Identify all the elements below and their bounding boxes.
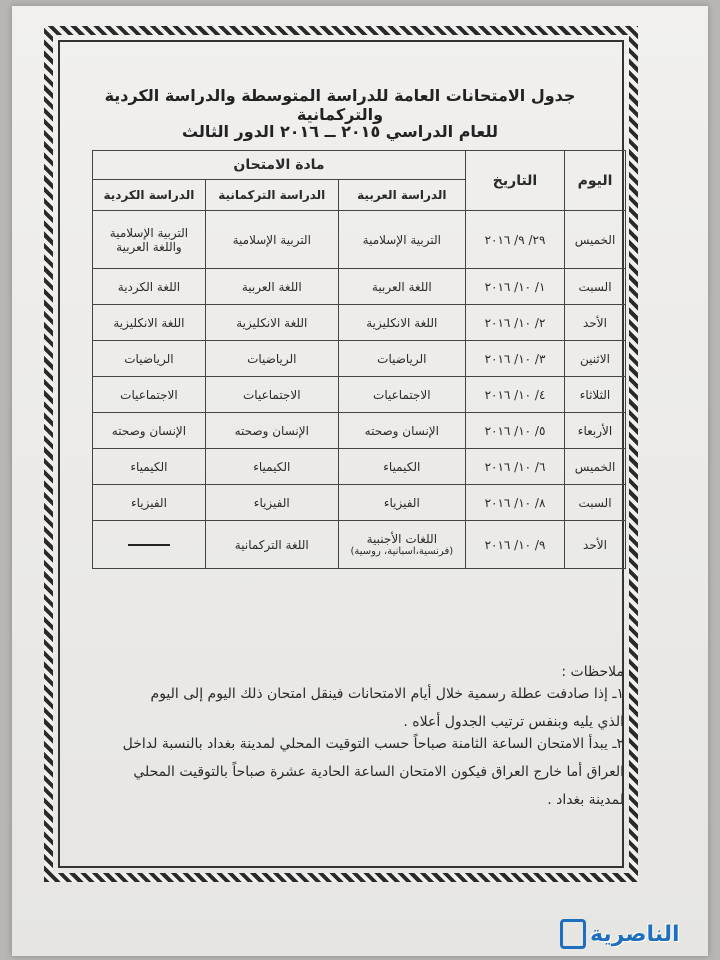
note-1-line-1: ١ـ إذا صادفت عطلة رسمية خلال أيام الامتحانات فينقل امتحان ذلك اليوم إلى اليوم: [150, 686, 624, 702]
row-arabic: التربية الإسلامية: [338, 211, 465, 269]
row-day: الثلاثاء: [565, 377, 626, 413]
table-row: [93, 305, 626, 341]
row-turkmen: الكيمياء: [205, 449, 338, 485]
dash-mark: [128, 544, 170, 546]
row-day: السبت: [565, 485, 626, 521]
document-title: جدول الامتحانات العامة للدراسة المتوسطة والدراسة الكردية والتركمانية: [104, 86, 576, 124]
row-turkmen: التربية الإسلامية: [205, 211, 338, 269]
exam-schedule-table: [92, 150, 626, 569]
row-kurdish: [93, 211, 206, 269]
note-2-line-3: لمدينة بغداد .: [547, 792, 624, 808]
row-arabic: اللغة العربية: [338, 269, 465, 305]
header-arabic: الدراسة العربية: [338, 180, 465, 211]
row-date: ٢/ ١٠/ ٢٠١٦: [466, 305, 565, 341]
row-date: ٤/ ١٠/ ٢٠١٦: [466, 377, 565, 413]
logo-icon: [560, 919, 586, 949]
note-2: [84, 730, 624, 814]
row-day: الاثنين: [565, 341, 626, 377]
row-kurdish-empty: [93, 521, 206, 569]
notes-title: ملاحظات :: [561, 664, 624, 680]
row-kurdish: الاجتماعيات: [93, 377, 206, 413]
row-kurdish: الكيمياء: [93, 449, 206, 485]
row-kurdish-line2: واللغة العربية: [116, 239, 182, 254]
row-arabic: اللغة الانكليزية: [338, 305, 465, 341]
header-date: التاريخ: [466, 151, 565, 211]
row-day: الأربعاء: [565, 413, 626, 449]
header-subject: مادة الامتحان: [93, 151, 466, 180]
table-row: [93, 211, 626, 269]
row-turkmen: الرياضيات: [205, 341, 338, 377]
row-day: الخميس: [565, 211, 626, 269]
row-day: الأحد: [565, 521, 626, 569]
row-kurdish-line1: التربية الإسلامية: [109, 225, 189, 240]
table-row: [93, 485, 626, 521]
row-date: ١/ ١٠/ ٢٠١٦: [466, 269, 565, 305]
row-turkmen: اللغة التركمانية: [205, 521, 338, 569]
row-date: ٦/ ١٠/ ٢٠١٦: [466, 449, 565, 485]
row-kurdish: الإنسان وصحته: [93, 413, 206, 449]
row-arabic: الرياضيات: [338, 341, 465, 377]
row-turkmen: اللغة الانكليزية: [205, 305, 338, 341]
document-subtitle: للعام الدراسي ٢٠١٥ ــ ٢٠١٦ الدور الثالث: [181, 122, 498, 141]
watermark-text: الناصرية: [590, 921, 680, 947]
row-kurdish: الفيزياء: [93, 485, 206, 521]
row-date: ٢٩/ ٩/ ٢٠١٦: [466, 211, 565, 269]
row-arabic: [338, 521, 465, 569]
row-arabic: الفيزياء: [338, 485, 465, 521]
note-1: [84, 680, 624, 736]
note-1-line-2: الذي يليه وبنفس ترتيب الجدول أعلاه .: [403, 714, 624, 730]
row-date: ٨/ ١٠/ ٢٠١٦: [466, 485, 565, 521]
row-arabic-line1: اللغات الأجنبية: [366, 532, 438, 546]
row-day: السبت: [565, 269, 626, 305]
row-date: ٣/ ١٠/ ٢٠١٦: [466, 341, 565, 377]
table-row: [93, 521, 626, 569]
note-2-line-2: العراق أما خارج العراق فيكون الامتحان الساعة الحادية عشرة صباحاً بالتوقيت المحلي: [133, 764, 624, 780]
row-arabic: الكيمياء: [338, 449, 465, 485]
row-arabic: الاجتماعيات: [338, 377, 465, 413]
table-row: [93, 377, 626, 413]
row-turkmen: الإنسان وصحته: [205, 413, 338, 449]
row-date: ٩/ ١٠/ ٢٠١٦: [466, 521, 565, 569]
row-arabic: الإنسان وصحته: [338, 413, 465, 449]
row-turkmen: الاجتماعيات: [205, 377, 338, 413]
row-date: ٥/ ١٠/ ٢٠١٦: [466, 413, 565, 449]
header-turkmen: الدراسة التركمانية: [205, 180, 338, 211]
table-row: [93, 341, 626, 377]
header-kurdish: الدراسة الكردية: [93, 180, 206, 211]
row-kurdish: اللغة الكردية: [93, 269, 206, 305]
row-kurdish: اللغة الانكليزية: [93, 305, 206, 341]
table-row: [93, 449, 626, 485]
row-turkmen: اللغة العربية: [205, 269, 338, 305]
watermark-logo: [560, 916, 710, 952]
row-day: الخميس: [565, 449, 626, 485]
table-row: [93, 269, 626, 305]
table-row: [93, 413, 626, 449]
row-kurdish: الرياضيات: [93, 341, 206, 377]
row-arabic-note: (فرنسية،اسبانية، روسية): [350, 546, 454, 557]
note-2-line-1: ٢ـ يبدأ الامتحان الساعة الثامنة صباحاً حسب التوقيت المحلي لمدينة بغداد بالنسبة لداخل: [122, 736, 624, 752]
row-turkmen: الفيزياء: [205, 485, 338, 521]
row-day: الأحد: [565, 305, 626, 341]
header-day: اليوم: [565, 151, 626, 211]
